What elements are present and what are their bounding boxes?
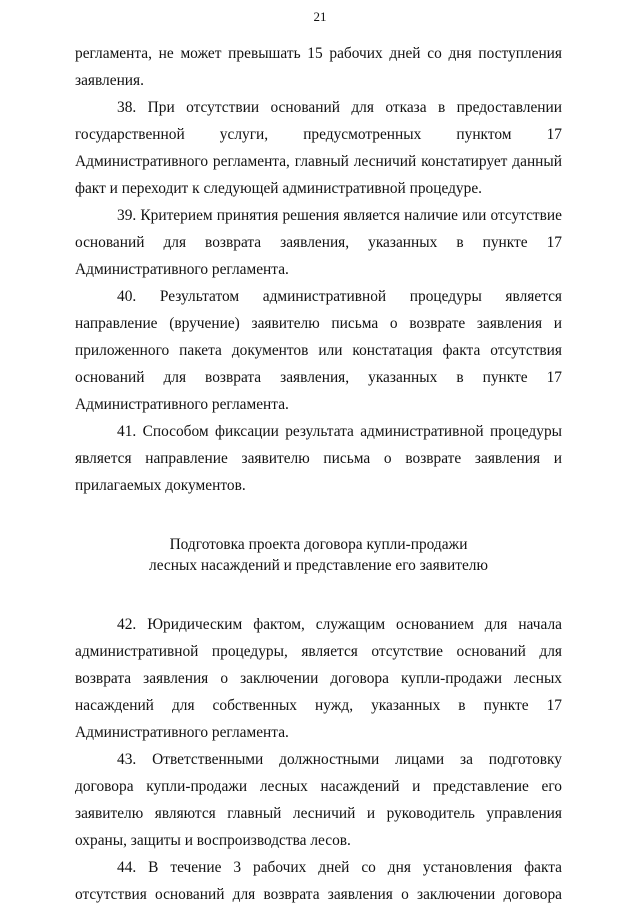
paragraph-44: 44. В течение 3 рабочих дней со дня установления факта отсутствия оснований для возврата заявления о заключении договора <box>75 859 562 903</box>
paragraph-37-continuation: регламента, не может превышать 15 рабочих дней со дня поступления заявления. <box>75 45 562 89</box>
section-heading-line-1: Подготовка проекта договора купли-продажи <box>169 536 468 553</box>
paragraph-40: 40. Результатом административной процедуры является направление (вручение) заявителю письма о возврате заявления и приложенного пакета документов или констатация факта отсутствия оснований для возврата заявления, указанных в пункте 17 Административного регламента. <box>75 288 562 413</box>
paragraph-38: 38. При отсутствии оснований для отказа в предоставлении государственной услуги, предусмотренных пунктом 17 Административного регламента, главный лесничий констатирует данный факт и переходит к следующей административной процедуре. <box>75 99 562 197</box>
paragraph-42: 42. Юридическим фактом, служащим основанием для начала административной процедуры, является отсутствие оснований для возврата заявления о заключении договора купли-продажи лесных насаждений для собственных нужд, указанных в пункте 17 Административного регламента. <box>75 616 562 741</box>
section-heading-line-2: лесных насаждений и представление его заявителю <box>149 557 488 574</box>
paragraph-39: 39. Критерием принятия решения является наличие или отсутствие оснований для возврата заявления, указанных в пункте 17 Административного регламента. <box>75 207 562 278</box>
section-heading <box>75 534 562 576</box>
paragraph-41: 41. Способом фиксации результата административной процедуры является направление заявителю письма о возврате заявления и прилагаемых документов. <box>75 423 562 494</box>
document-body <box>75 40 562 908</box>
page-number: 21 <box>313 9 327 24</box>
paragraph-43: 43. Ответственными должностными лицами за подготовку договора купли-продажи лесных насаждений и представление его заявителю являются главный лесничий и руководитель управления охраны, защиты и воспроизводства лесов. <box>75 751 562 849</box>
